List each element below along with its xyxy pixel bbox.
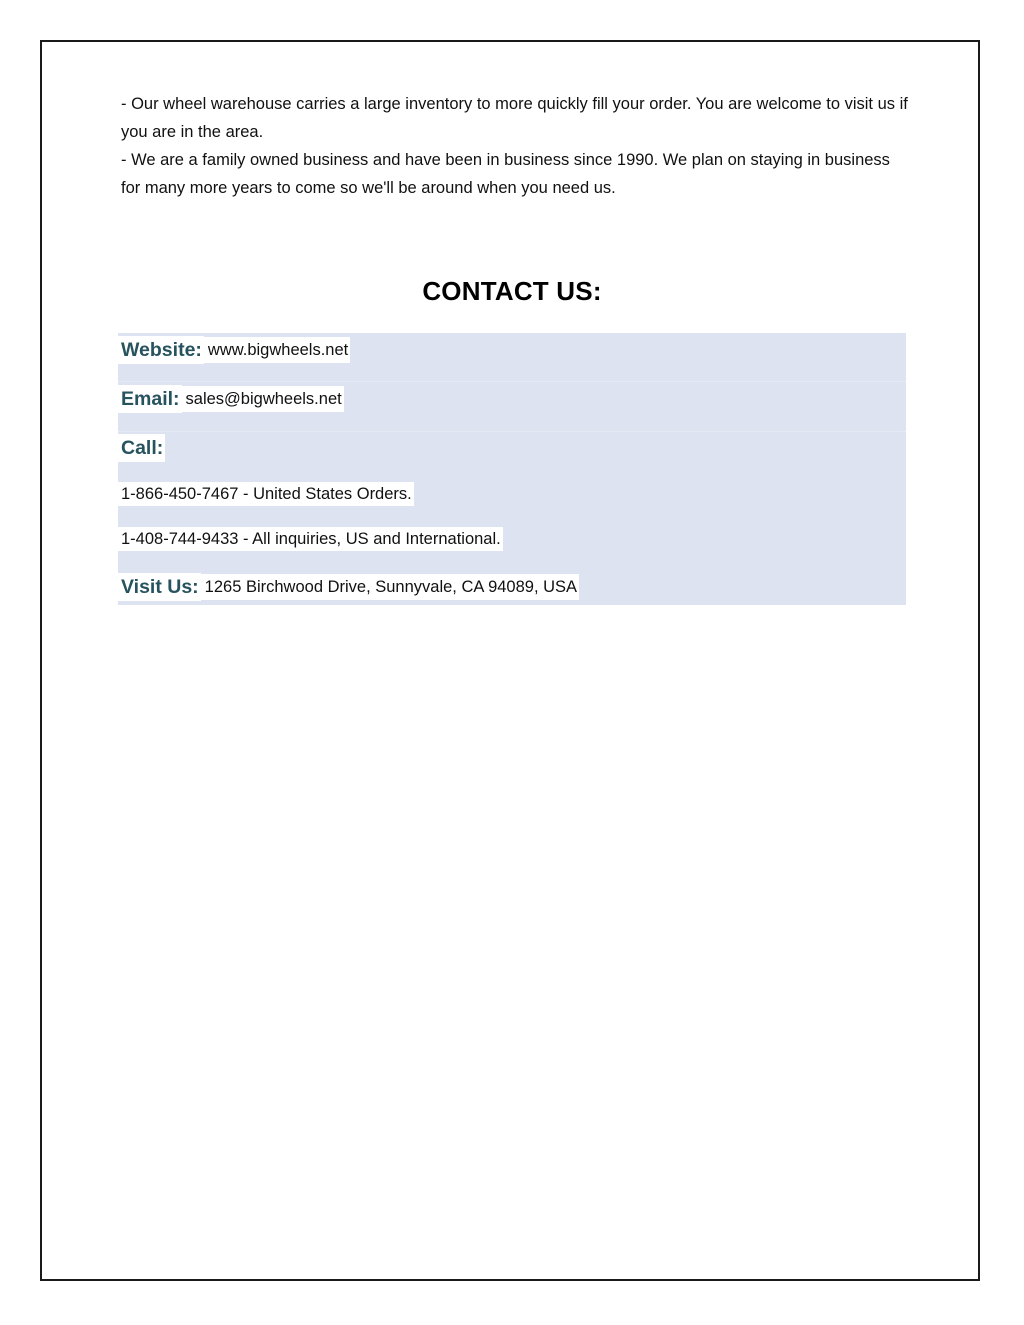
contact-info-box	[118, 333, 906, 605]
phone-row-international	[118, 527, 906, 551]
phone-us-orders[interactable]: 1-866-450-7467 - United States Orders.	[118, 482, 414, 506]
address-text: 1265 Birchwood Drive, Sunnyvale, CA 94089, USA	[201, 574, 579, 600]
contact-heading: CONTACT US:	[422, 276, 602, 306]
row-divider	[118, 431, 906, 432]
email-row	[118, 384, 906, 414]
website-label: Website:	[118, 336, 204, 364]
phone-row-us-orders	[118, 482, 906, 506]
intro-paragraph-family-business: - We are a family owned business and have been in business since 1990. We plan on staying in business for many more years to come so we'll be around when you need us.	[121, 151, 890, 197]
intro-text-block	[121, 90, 911, 202]
call-label: Call:	[118, 434, 165, 462]
page-border-frame	[40, 40, 980, 1281]
visit-label: Visit Us:	[118, 573, 201, 601]
row-divider	[118, 381, 906, 382]
email-label: Email:	[118, 385, 182, 413]
visit-row	[118, 572, 906, 602]
email-link[interactable]: sales@bigwheels.net	[182, 386, 344, 412]
website-link[interactable]: www.bigwheels.net	[204, 337, 350, 363]
intro-paragraph-inventory: - Our wheel warehouse carries a large inventory to more quickly fill your order. You are welcome to visit us if you are in the area.	[121, 95, 908, 141]
phone-international[interactable]: 1-408-744-9433 - All inquiries, US and International.	[118, 527, 503, 551]
website-row	[118, 335, 906, 365]
call-row	[118, 433, 906, 463]
